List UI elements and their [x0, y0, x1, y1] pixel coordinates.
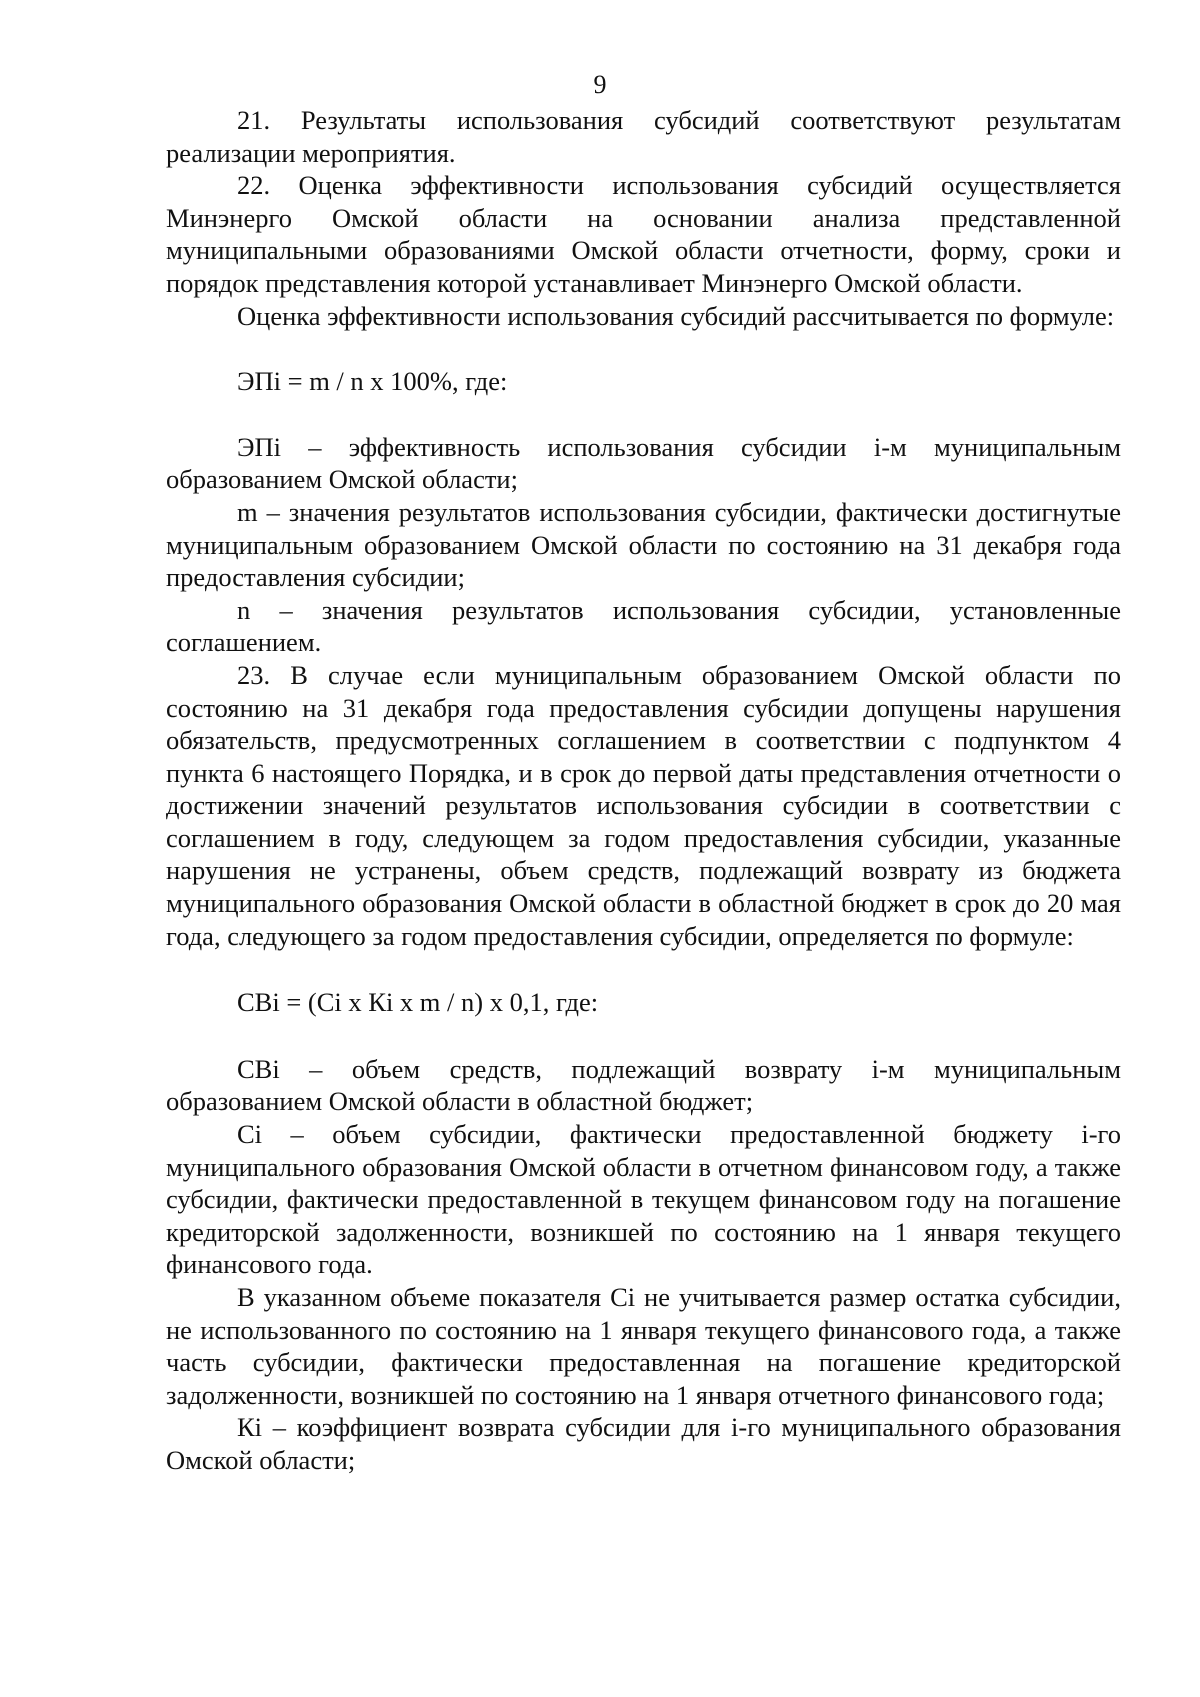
- document-body: [166, 104, 1121, 1477]
- definition-cvi: СВi – объем средств, подлежащий возврату i-м муниципальным образованием Омской области в областной бюджет;: [166, 1053, 1121, 1117]
- page-number: 9: [593, 70, 607, 99]
- definition-epi: ЭПi – эффективность использования субсидии i-м муниципальным образованием Омской области;: [166, 431, 1121, 495]
- formula-efficiency: ЭПi = m / n x 100%, где:: [237, 366, 508, 397]
- definition-m: m – значения результатов использования субсидии, фактически достигнутые муниципальным образованием Омской области по состоянию на 31 декабря года предоставления субсидии;: [166, 496, 1121, 593]
- formula-refund: СВi = (Сi x Кi x m / n) x 0,1, где:: [237, 987, 599, 1018]
- paragraph-21: 21. Результаты использования субсидий соответствуют результатам реализации мероприятия.: [166, 105, 1121, 168]
- definition-ci: Сi – объем субсидии, фактически предоставленной бюджету i-го муниципального образования Омской области в отчетном финансовом году, а также субсидии, фактически предоставленной в текущем финансовом году на погашение кредиторской задолженности, возникшей по состоянию на 1 января текущего финансового года.: [166, 1119, 1121, 1280]
- paragraph-22-calculation: Оценка эффективности использования субсидий рассчитывается по формуле:: [237, 300, 1115, 331]
- paragraph-22: 22. Оценка эффективности использования субсидий осуществляется Минэнерго Омской области на основании анализа представленной муниципальными образованиями Омской области отчетности, форму, сроки и порядок представления которой устанавливает Минэнерго Омской области.: [166, 170, 1121, 298]
- definition-ki: Кi – коэффициент возврата субсидии для i-го муниципального образования Омской области;: [166, 1412, 1121, 1475]
- definition-n: n – значения результатов использования субсидии, установленные соглашением.: [166, 594, 1121, 658]
- paragraph-23: 23. В случае если муниципальным образованием Омской области по состоянию на 31 декабря года предоставления субсидии допущены нарушения обязательств, предусмотренных соглашением в соответствии с подпунктом 4 пункта 6 настоящего Порядка, и в срок до первой даты представления отчетности о достижении значений результатов использования субсидии в соответствии с соглашением в году, следующем за годом предоставления субсидии, указанные нарушения не устранены, объем средств, подлежащий возврату из бюджета муниципального образования Омской области в областной бюджет в срок до 20 мая года, следующего за годом предоставления субсидии, определяется по формуле:: [166, 659, 1121, 951]
- ci-note: В указанном объеме показателя Сi не учитывается размер остатка субсидии, не использованного по состоянию на 1 января текущего финансового года, а также часть субсидии, фактически предоставленная на погашение кредиторской задолженности, возникшей по состоянию на 1 января отчетного финансового года;: [166, 1282, 1121, 1410]
